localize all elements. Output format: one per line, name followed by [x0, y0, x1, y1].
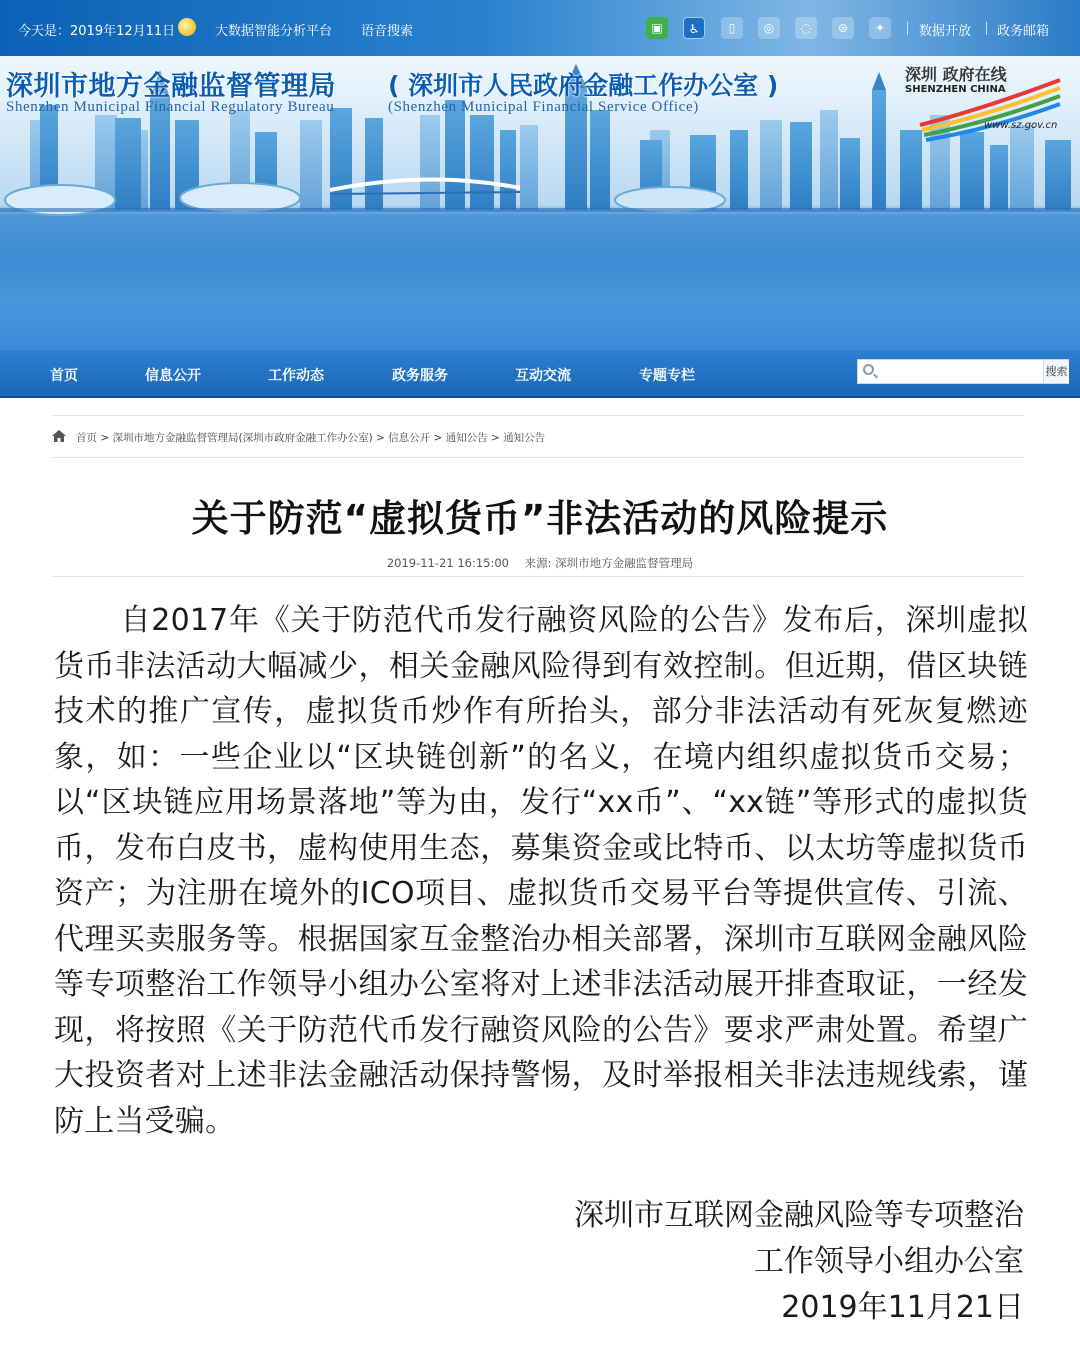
search-box	[857, 359, 1069, 384]
weibo-icon[interactable]: ◎	[758, 17, 780, 39]
bigdata-platform-link[interactable]: 大数据智能分析平台	[215, 24, 333, 39]
search-button[interactable]: 搜索	[1043, 360, 1069, 383]
signature-date: 2019年11月21日	[781, 1290, 1024, 1325]
signature-org-line1: 深圳市互联网金融风险等专项整治	[574, 1198, 1024, 1233]
article-meta	[0, 555, 1080, 571]
nav-item-gov-services[interactable]: 政务服务	[392, 368, 448, 384]
logo-url: www.sz.gov.cn	[984, 120, 1058, 131]
police-icon[interactable]: ✦	[869, 17, 891, 39]
app-icon[interactable]: ▣	[646, 17, 668, 39]
home-icon	[52, 430, 66, 442]
site-banner	[0, 0, 1080, 350]
divider	[986, 22, 987, 35]
divider	[52, 415, 1024, 416]
voice-search-link[interactable]: 语音搜索	[361, 24, 414, 39]
news-icon[interactable]: ⊜	[832, 17, 854, 39]
top-bar	[0, 0, 1080, 56]
divider	[52, 576, 1024, 577]
divider	[907, 22, 908, 35]
weather-sun-icon	[178, 18, 196, 36]
nav-item-home[interactable]: 首页	[50, 368, 78, 384]
waterline	[0, 208, 1080, 212]
shenzhen-gov-logo[interactable]	[900, 62, 1070, 137]
nav-item-special-topics[interactable]: 专题专栏	[639, 368, 695, 384]
org-name-cn: 深圳市地方金融监督管理局	[6, 71, 336, 102]
divider	[52, 457, 1024, 458]
org-name-en-sub: (Shenzhen Municipal Financial Service Office)	[388, 99, 699, 115]
today-date: 今天是：2019年12月11日	[18, 24, 176, 39]
article-body-text: 自2017年《关于防范代币发行融资风险的公告》发布后，深圳虚拟货币非法活动大幅减少，相关金融风险得到有效控制。但近期，借区块链技术的推广宣传，虚拟货币炒作有所抬头，部分非法活动有死灰复燃迹象，如：一些企业以“区块链创新”的名义，在境内组织虚拟货币交易；以“区块链应用场景落地”等为由，发行“xx币”、“xx链”等形式的虚拟货币，发布白皮书，虚构使用生态，募集资金或比特币、以太坊等虚拟货币资产；为注册在境外的ICO项目、虚拟货币交易平台等提供宣传、引流、代理买卖服务等。根据国家互金整治办相关部署，深圳市互联网金融风险等专项整治工作领导小组办公室将对上述非法活动展开排查取证，一经发现，将按照《关于防范代币发行融资风险的公告》要求严肃处置。希望广大投资者对上述非法金融活动保持警惕，及时举报相关非法违规线索，谨防上当受骗。	[54, 603, 1028, 1139]
org-name-cn-sub: ( 深圳市人民政府金融工作办公室 )	[388, 71, 779, 100]
logo-cn: 深圳 政府在线	[905, 65, 1007, 84]
breadcrumb[interactable]: 首页 > 深圳市地方金融监督管理局(深圳市政府金融工作办公室) > 信息公开 > 通知公告 > 通知公告	[76, 432, 546, 444]
org-name-en: Shenzhen Municipal Financial Regulatory Bureau	[6, 99, 335, 115]
article-body	[54, 598, 1028, 1144]
logo-en: SHENZHEN CHINA	[905, 84, 1006, 95]
mobile-icon[interactable]: ▯	[721, 17, 743, 39]
nav-item-interaction[interactable]: 互动交流	[515, 368, 571, 384]
article-source: 来源: 深圳市地方金融监督管理局	[524, 556, 694, 570]
article-date: 2019-11-21 16:15:00	[386, 556, 509, 570]
search-input[interactable]	[878, 362, 1038, 381]
accessibility-icon[interactable]: ♿	[683, 17, 705, 39]
nav-item-work-news[interactable]: 工作动态	[268, 368, 324, 384]
wechat-icon[interactable]: ◌	[795, 17, 817, 39]
search-icon	[863, 364, 874, 375]
article-title: 关于防范“虚拟货币”非法活动的风险提示	[191, 497, 889, 540]
nav-item-info-disclosure[interactable]: 信息公开	[145, 368, 201, 384]
data-open-link[interactable]: 数据开放	[919, 24, 972, 39]
gov-mail-link[interactable]: 政务邮箱	[997, 24, 1050, 39]
signature-org-line2: 工作领导小组办公室	[754, 1244, 1024, 1279]
